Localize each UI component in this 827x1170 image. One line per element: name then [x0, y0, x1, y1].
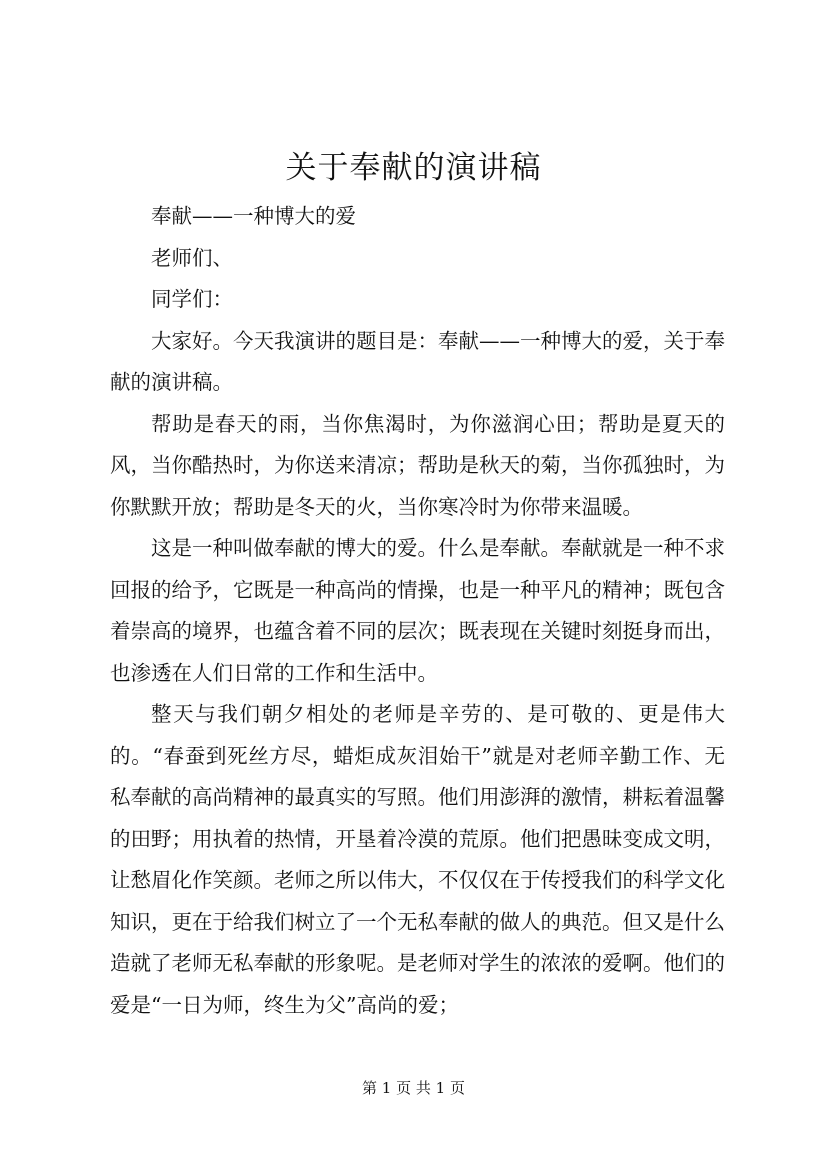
paragraph: 这是一种叫做奉献的博大的爱。什么是奉献。奉献就是一种不求回报的给予，它既是一种高尚的情操，也是一种平凡的精神；既包含着崇高的境界，也蕴含着不同的层次；既表现在关键时刻挺身而出，也渗透在人们日常的工作和生活中。: [110, 536, 725, 685]
document-body: [110, 196, 725, 1026]
paragraph: 帮助是春天的雨，当你焦渴时，为你滋润心田；帮助是夏天的风，当你酷热时，为你送来清凉；帮助是秋天的菊，当你孤独时，为你默默开放；帮助是冬天的火，当你寒冷时为你带来温暖。: [110, 411, 725, 519]
paragraph: 老师们、: [151, 245, 233, 270]
paragraph: 整天与我们朝夕相处的老师是辛劳的、是可敬的、更是伟大的。“春蚕到死丝方尽，蜡炬成灰泪始干”就是对老师辛勤工作、无私奉献的高尚精神的最真实的写照。他们用澎湃的激情，耕耘着温馨的田野；用执着的热情，开垦着冷漠的荒原。他们把愚昧变成文明，让愁眉化作笑颜。老师之所以伟大，不仅仅在于传授我们的科学文化知识，更在于给我们树立了一个无私奉献的做人的典范。但又是什么造就了老师无私奉献的形象呢。是老师对学生的浓浓的爱啊。他们的爱是“一日为师，终生为父”高尚的爱；: [110, 702, 725, 1017]
page-footer: [0, 1078, 827, 1098]
paragraph: 奉献——一种博大的爱: [151, 204, 356, 228]
paragraph: 大家好。今天我演讲的题目是：奉献——一种博大的爱，关于奉献的演讲稿。: [110, 328, 725, 394]
document-title: 关于奉献的演讲稿: [285, 150, 542, 186]
page-number: 第 1 页: [362, 1079, 412, 1097]
page-total: 共 1 页: [415, 1079, 465, 1097]
paragraph: 同学们：: [151, 287, 233, 311]
